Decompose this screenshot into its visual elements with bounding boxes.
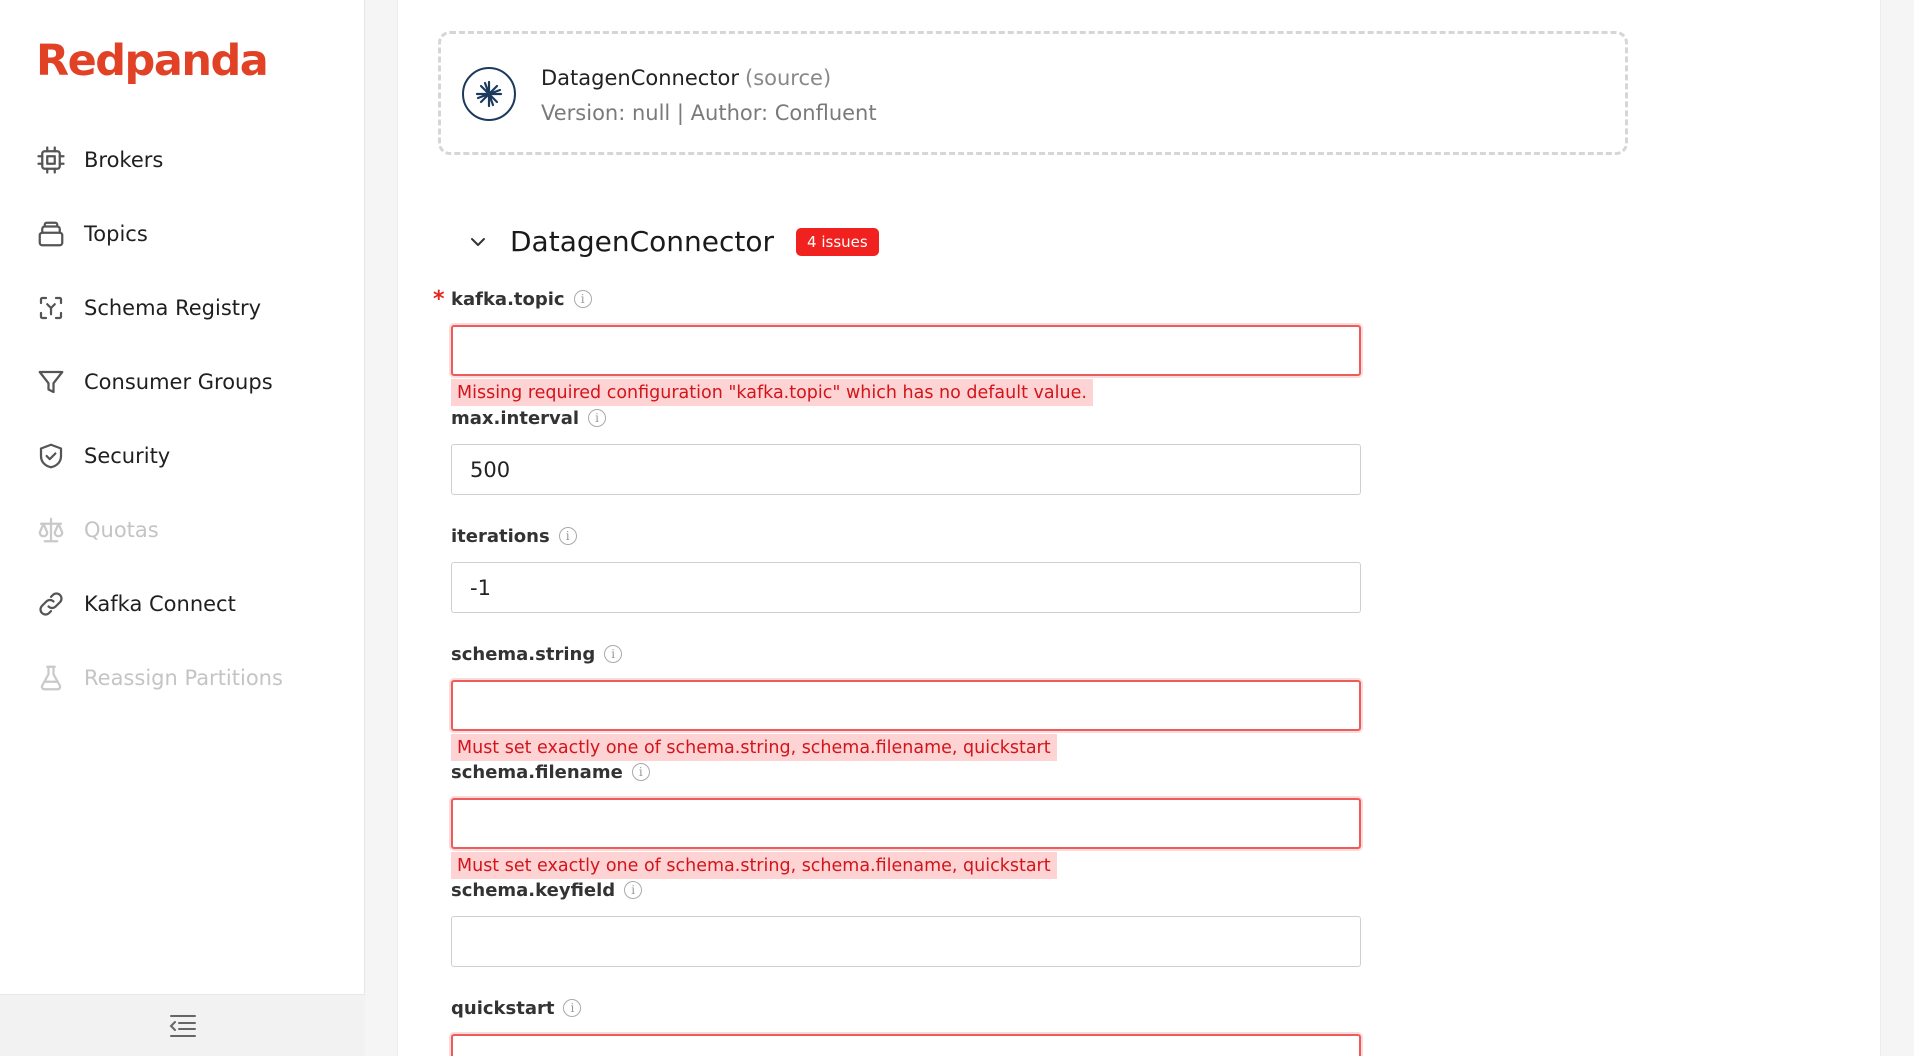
beaker-icon: [36, 663, 66, 693]
quickstart-input[interactable]: [451, 1034, 1361, 1056]
sidebar-item-label: Consumer Groups: [84, 370, 273, 394]
field-label-text: schema.string: [451, 643, 596, 665]
info-icon[interactable]: i: [574, 290, 592, 308]
sidebar-item-kafka-connect[interactable]: [0, 567, 364, 641]
info-icon[interactable]: i: [563, 999, 581, 1017]
field-label: [451, 642, 1361, 666]
sidebar-item-label: Quotas: [84, 518, 159, 542]
cpu-icon: [36, 145, 66, 175]
info-icon[interactable]: i: [632, 763, 650, 781]
field-iterations: [451, 524, 1361, 613]
sidebar-item-schema-registry[interactable]: [0, 271, 364, 345]
field-quickstart: [451, 996, 1361, 1056]
chevron-down-icon[interactable]: [468, 232, 488, 252]
field-label-text: schema.keyfield: [451, 879, 616, 901]
collapse-menu-icon: [167, 1012, 199, 1040]
plugin-card: [438, 31, 1628, 155]
field-label-text: max.interval: [451, 407, 580, 429]
field-schema-filename: [451, 760, 1361, 879]
field-schema-string: [451, 642, 1361, 761]
sidebar-item-quotas: [0, 493, 364, 567]
sidebar-item-topics[interactable]: [0, 197, 364, 271]
field-label: [451, 406, 1361, 430]
error-message: Missing required configuration "kafka.topic" which has no default value.: [451, 379, 1093, 406]
plugin-type: (source): [745, 66, 832, 90]
funnel-icon: [36, 367, 66, 397]
max-interval-input[interactable]: [451, 444, 1361, 495]
stack-icon: [36, 219, 66, 249]
link-icon: [36, 589, 66, 619]
shield-check-icon: [36, 441, 66, 471]
section-title: DatagenConnector: [510, 225, 775, 258]
schema-string-input[interactable]: [451, 680, 1361, 731]
error-message: Must set exactly one of schema.string, schema.filename, quickstart: [451, 852, 1057, 879]
sidebar-item-brokers[interactable]: [0, 123, 364, 197]
field-label: [451, 524, 1361, 548]
field-label: [451, 878, 1361, 902]
scale-icon: [36, 515, 66, 545]
sidebar-item-label: Topics: [84, 222, 148, 246]
confluent-logo-icon: [462, 67, 516, 121]
field-label: [451, 287, 1361, 311]
field-kafka-topic: [433, 287, 1361, 406]
schema-keyfield-input[interactable]: [451, 916, 1361, 967]
sidebar: [0, 0, 365, 1056]
section-header: [468, 225, 879, 258]
info-icon[interactable]: i: [588, 409, 606, 427]
error-message: Must set exactly one of schema.string, schema.filename, quickstart: [451, 734, 1057, 761]
schema-icon: [36, 293, 66, 323]
sidebar-nav: [0, 123, 364, 715]
field-max-interval: [451, 406, 1361, 495]
sidebar-item-label: Brokers: [84, 148, 164, 172]
iterations-input[interactable]: [451, 562, 1361, 613]
field-label-text: schema.filename: [451, 761, 623, 783]
main-content: [397, 0, 1881, 1056]
info-icon[interactable]: i: [604, 645, 622, 663]
plugin-title: [541, 66, 831, 90]
sidebar-collapse-button[interactable]: [0, 994, 365, 1056]
field-label-text: kafka.topic: [451, 288, 565, 310]
sidebar-item-label: Reassign Partitions: [84, 666, 283, 690]
kafka-topic-input[interactable]: [451, 325, 1361, 376]
required-asterisk: *: [433, 287, 445, 312]
field-label: [451, 760, 1361, 784]
field-schema-keyfield: [451, 878, 1361, 967]
sidebar-item-consumer-groups[interactable]: [0, 345, 364, 419]
field-label-text: iterations: [451, 525, 550, 547]
issues-badge: 4 issues: [796, 228, 879, 256]
plugin-meta: Version: null | Author: Confluent: [541, 101, 877, 125]
sidebar-item-label: Kafka Connect: [84, 592, 236, 616]
plugin-name: DatagenConnector: [541, 66, 740, 90]
field-label-text: quickstart: [451, 997, 555, 1019]
schema-filename-input[interactable]: [451, 798, 1361, 849]
info-icon[interactable]: i: [624, 881, 642, 899]
sidebar-item-reassign-partitions: [0, 641, 364, 715]
redpanda-logo[interactable]: Redpanda: [36, 36, 268, 86]
field-label: [451, 996, 1361, 1020]
sidebar-item-security[interactable]: [0, 419, 364, 493]
sidebar-item-label: Security: [84, 444, 171, 468]
info-icon[interactable]: i: [559, 527, 577, 545]
sidebar-item-label: Schema Registry: [84, 296, 262, 320]
